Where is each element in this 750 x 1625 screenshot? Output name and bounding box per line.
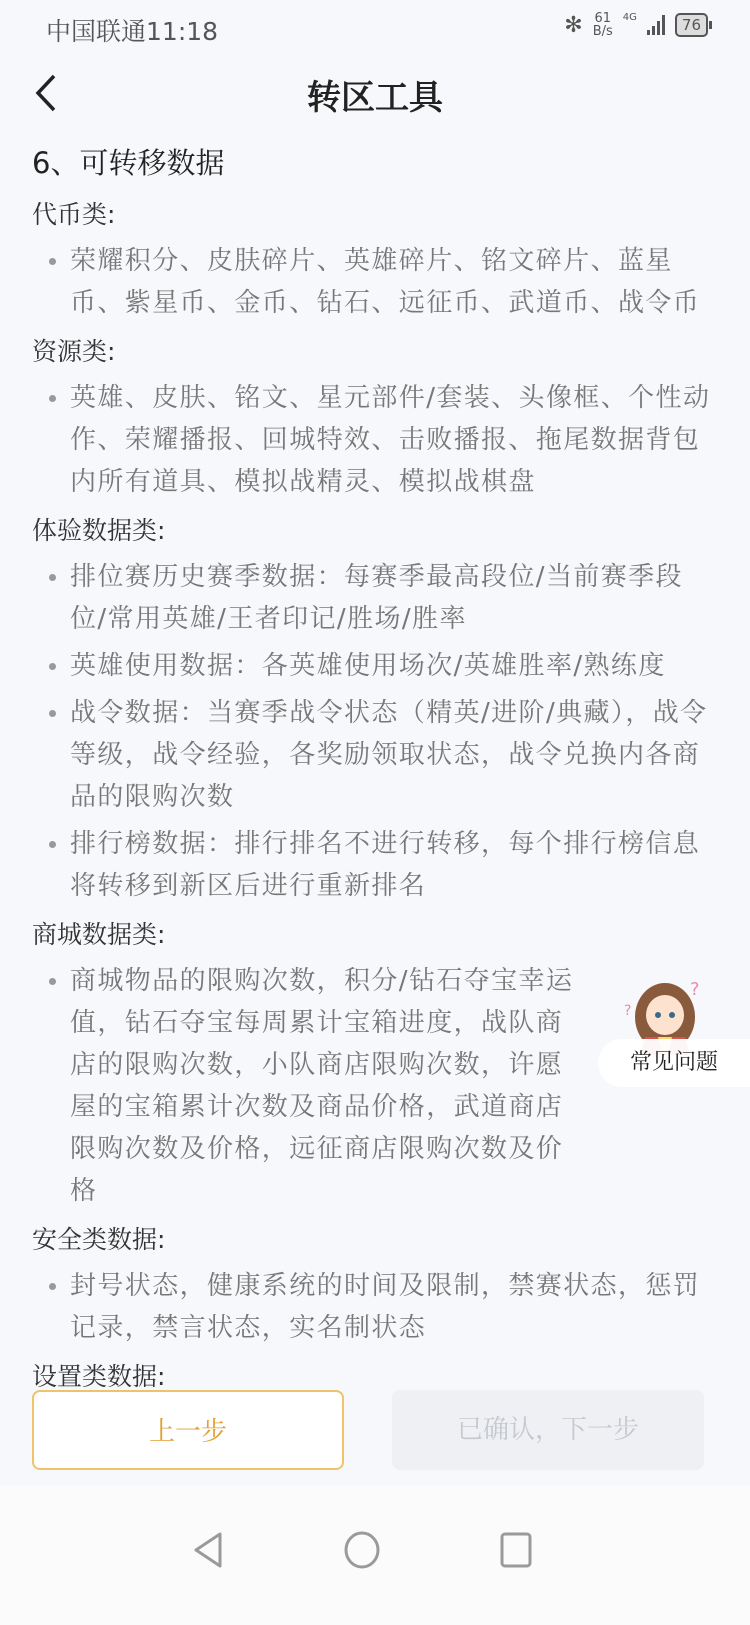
top-nav — [0, 56, 750, 132]
svg-text:?: ? — [690, 979, 700, 1000]
page-title: 转区工具 — [307, 78, 443, 118]
system-nav-bar — [0, 1486, 750, 1625]
bluetooth-icon: ✻ — [564, 12, 583, 38]
category-label: 代币类: — [32, 200, 116, 229]
list-item: 荣耀积分、皮肤碎片、英雄碎片、铭文碎片、蓝星币、紫星币、金币、钻石、远征币、武道币、战令币 — [70, 240, 722, 324]
list-item: 战令数据：当赛季战令状态（精英/进阶/典藏），战令等级，战令经验，各奖励领取状态，战令兑换内各商品的限购次数 — [70, 692, 722, 818]
list-item: 封号状态，健康系统的时间及限制，禁赛状态，惩罚记录，禁言状态，实名制状态 — [70, 1265, 722, 1349]
section-title: 6、可转移数据 — [32, 146, 225, 180]
content-scroll[interactable] — [32, 140, 722, 1387]
carrier-time — [46, 12, 218, 48]
net-speed-value: 61 — [594, 11, 612, 26]
confirm-next-button[interactable]: 已确认，下一步 — [392, 1390, 704, 1470]
circle-home-icon — [343, 1530, 381, 1570]
category-list — [32, 377, 722, 503]
nav-home-button[interactable] — [343, 1530, 381, 1574]
prev-step-button[interactable]: 上一步 — [32, 1390, 344, 1470]
triangle-back-icon — [190, 1530, 226, 1570]
svg-text:?: ? — [624, 1003, 632, 1019]
signal-icon — [647, 15, 665, 35]
nav-back-button[interactable] — [190, 1530, 226, 1574]
category-label: 安全类数据: — [32, 1225, 166, 1254]
category-list — [32, 240, 722, 324]
list-item: 排位赛历史赛季数据：每赛季最高段位/当前赛季段位/常用英雄/王者印记/胜场/胜率 — [70, 556, 722, 640]
category-label: 设置类数据: — [32, 1362, 166, 1387]
category-list — [32, 1265, 722, 1349]
status-bar — [0, 0, 750, 56]
category-label: 商城数据类: — [32, 920, 166, 949]
category-label: 资源类: — [32, 337, 116, 366]
list-item: 英雄、皮肤、铭文、星元部件/套装、头像框、个性动作、荣耀播报、回城特效、击败播报、拖尾数据背包内所有道具、模拟战精灵、模拟战棋盘 — [70, 377, 722, 503]
faq-button[interactable] — [598, 975, 750, 1087]
net-speed-unit: B/s — [592, 24, 613, 39]
list-item: 商城物品的限购次数，积分/钻石夺宝幸运值，钻石夺宝每周累计宝箱进度，战队商店的限购次数，小队商店限购次数，许愿屋的宝箱累计次数及商品价格，武道商店限购次数及价格，远征商店限购次数及价格 — [70, 960, 722, 1212]
battery-icon: 76 — [675, 13, 708, 37]
list-item: 排行榜数据：排行排名不进行转移，每个排行榜信息将转移到新区后进行重新排名 — [70, 823, 722, 907]
square-recents-icon — [498, 1530, 534, 1570]
nav-recents-button[interactable] — [498, 1530, 534, 1574]
category-list — [32, 556, 722, 907]
net-speed — [593, 12, 613, 38]
clock: 11:18 — [146, 17, 219, 46]
carrier: 中国联通 — [46, 17, 147, 46]
button-bar — [0, 1388, 750, 1484]
list-item: 英雄使用数据：各英雄使用场次/英雄胜率/熟练度 — [70, 645, 722, 687]
faq-label: 常见问题 — [598, 1039, 750, 1087]
category-label: 体验数据类: — [32, 516, 166, 545]
network-type: 4G — [622, 12, 637, 23]
